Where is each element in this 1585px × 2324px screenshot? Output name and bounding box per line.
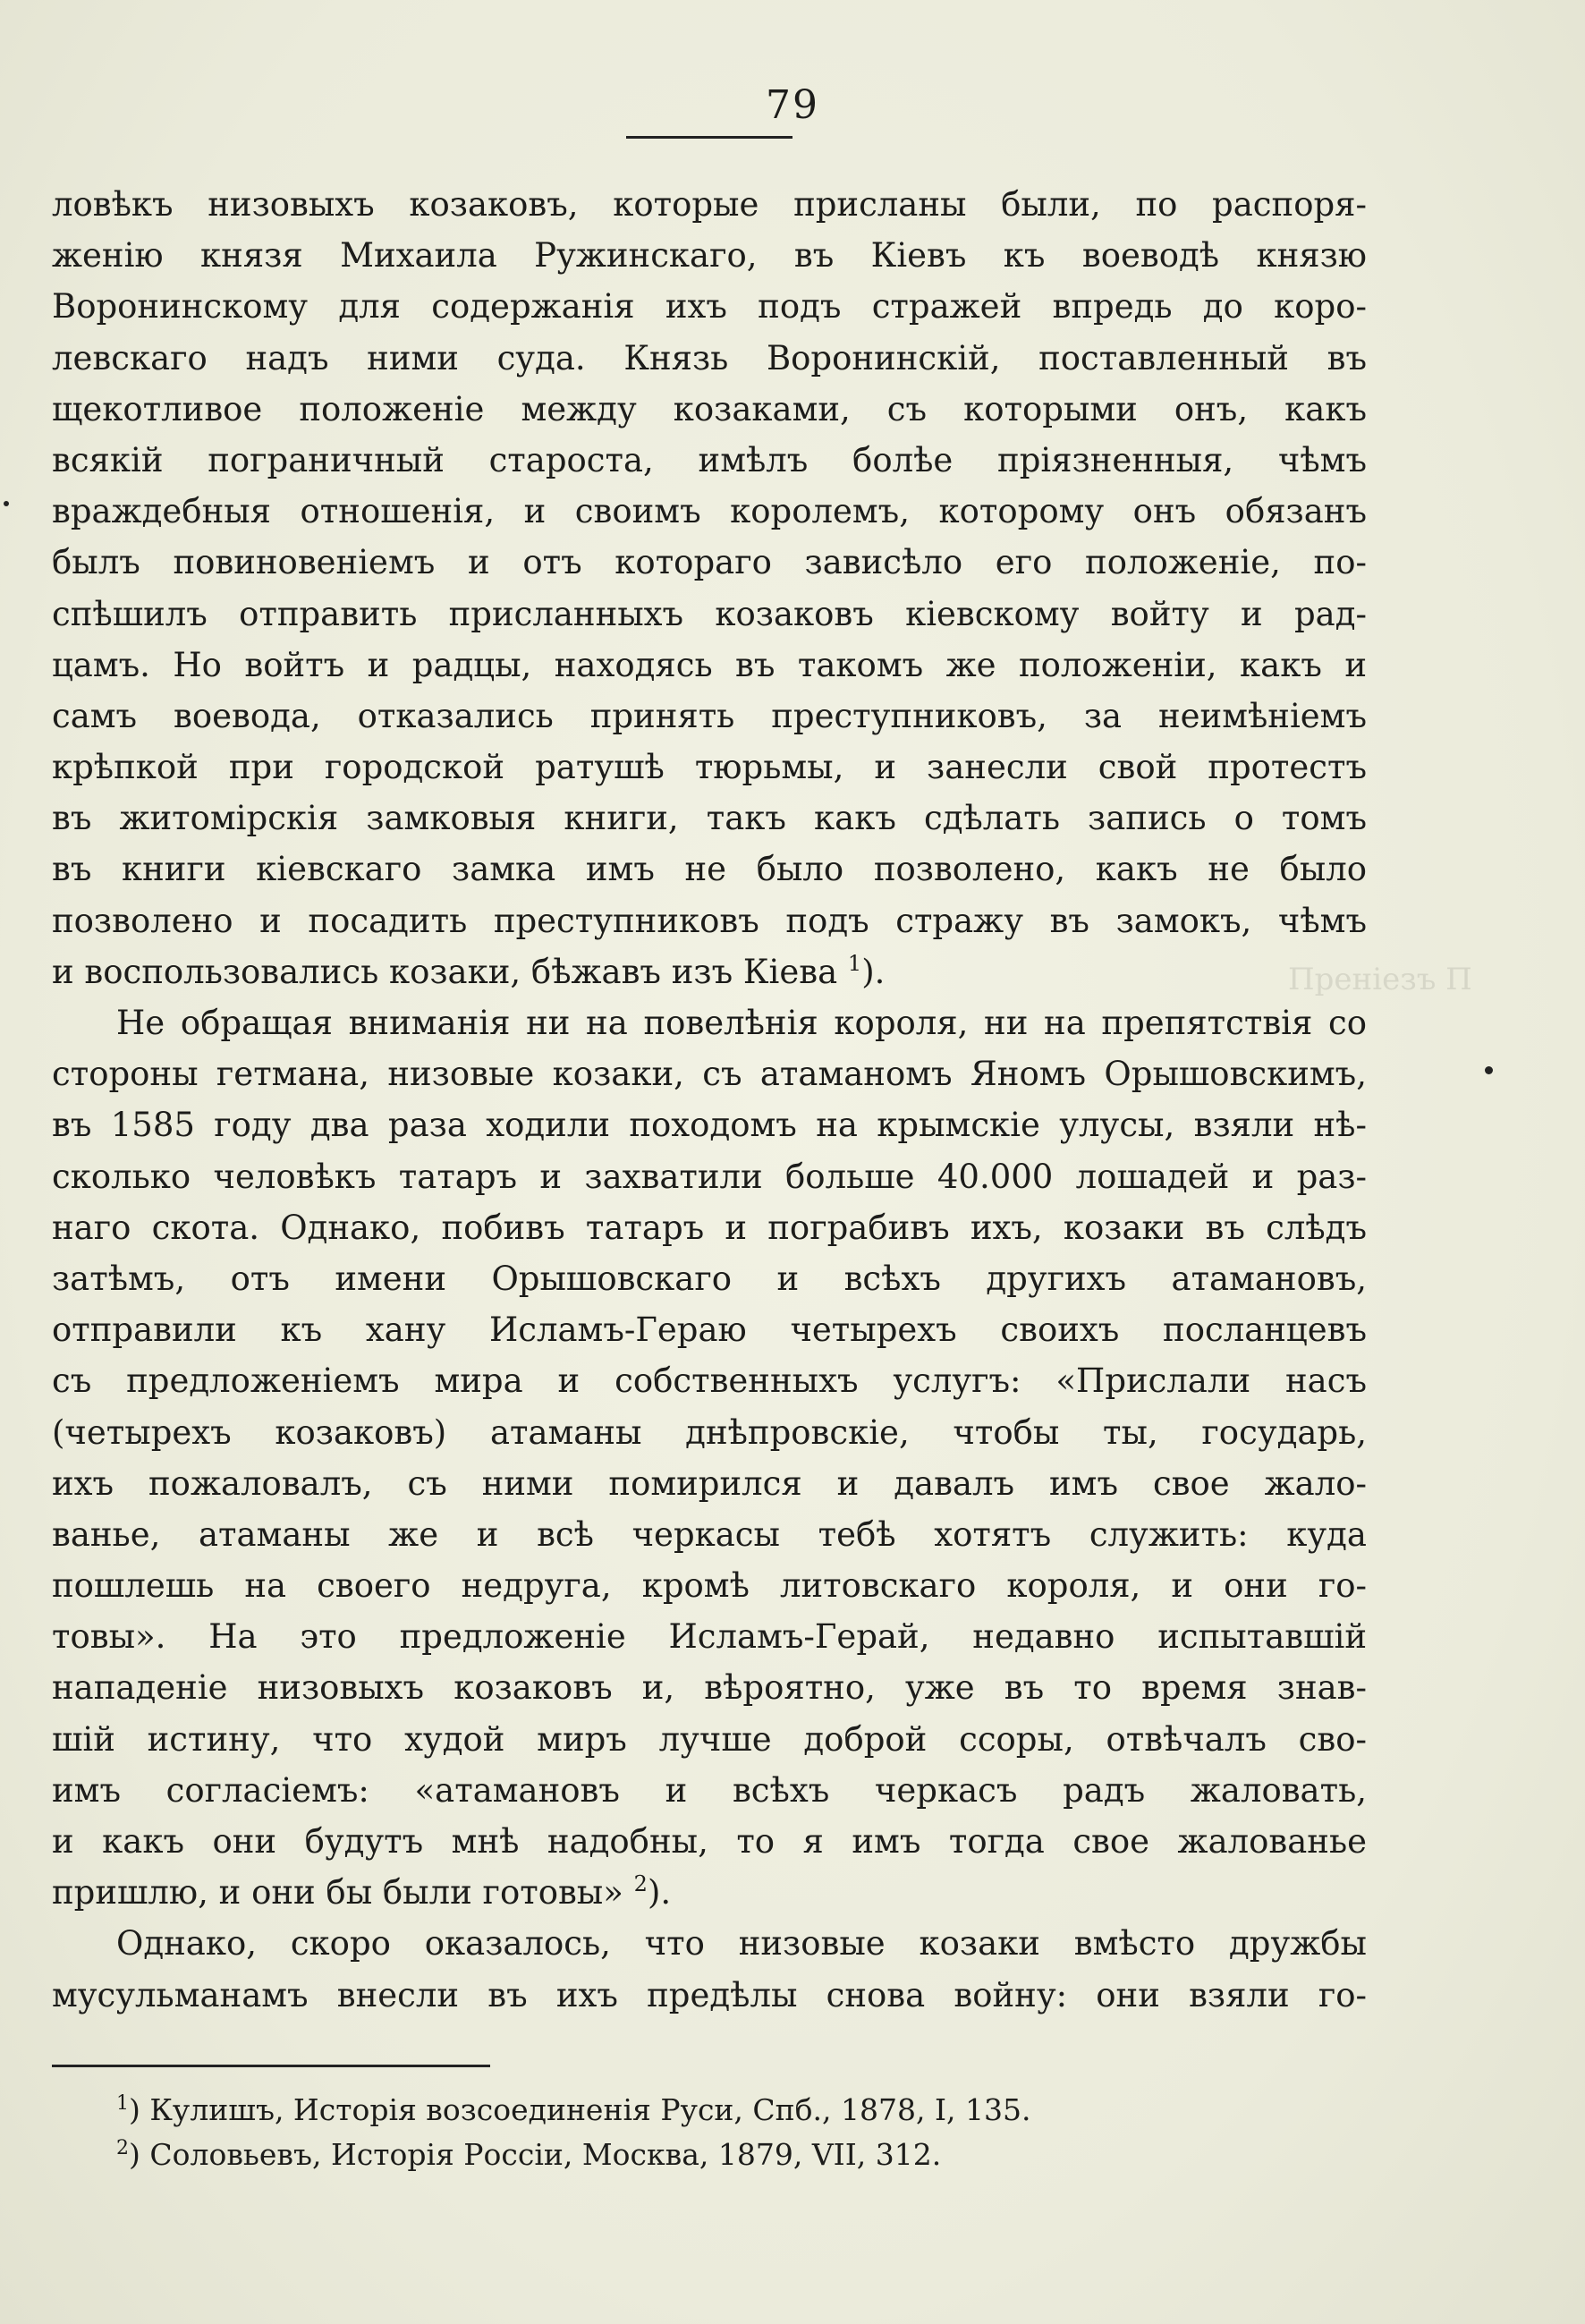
text-line-content: и воспользовались козаки, бѣжавъ изъ Кіева bbox=[52, 952, 838, 991]
line-tail: ). bbox=[861, 952, 886, 991]
text-line: товы». На это предложеніе Исламъ-Герай, недавно испытавшій bbox=[52, 1617, 1367, 1657]
paragraph-3 bbox=[52, 1918, 1367, 2020]
text-line: былъ повиновеніемъ и отъ котораго зависѣло его положеніе, по- bbox=[52, 543, 1367, 582]
text-line: позволено и посадить преступниковъ подъ стражу въ замокъ, чѣмъ bbox=[52, 901, 1367, 940]
text-line: ванье, атаманы же и всѣ черкасы тебѣ хотятъ служить: куда bbox=[52, 1514, 1367, 1554]
text-line: Однако, скоро оказалось, что низовые козаки вмѣсто дружбы bbox=[116, 1924, 1367, 1964]
ink-speck bbox=[4, 501, 9, 506]
page-header bbox=[0, 81, 1585, 131]
page-number: 79 bbox=[766, 82, 819, 128]
text-line: отправили къ хану Исламъ-Гераю четырехъ своихъ посланцевъ bbox=[52, 1310, 1367, 1350]
paragraph-1 bbox=[52, 179, 1367, 997]
text-line: левскаго надъ ними суда. Князь Воронинскій, поставленный въ bbox=[52, 338, 1367, 377]
text-line: сколько человѣкъ татаръ и захватили больше 40.000 лошадей и раз- bbox=[52, 1157, 1367, 1196]
footnote-1 bbox=[116, 2088, 1190, 2133]
text-line: въ книги кіевскаго замка имъ не было позволено, какъ не было bbox=[52, 850, 1367, 889]
text-line: имъ согласіемъ: «атамановъ и всѣхъ черкасъ радъ жаловать, bbox=[52, 1770, 1367, 1810]
text-line-content: пришлю, и они бы были готовы» bbox=[52, 1873, 623, 1913]
text-line: самъ воевода, отказались принять преступниковъ, за неимѣніемъ bbox=[52, 696, 1367, 735]
text-line: стороны гетмана, низовые козаки, съ атаманомъ Яномъ Орышовскимъ, bbox=[52, 1055, 1367, 1094]
footnote-rule bbox=[52, 2065, 490, 2067]
text-line: спѣшилъ отправить присланныхъ козаковъ кіевскому войту и рад- bbox=[52, 594, 1367, 633]
text-line: враждебныя отношенія, и своимъ королемъ, которому онъ обязанъ bbox=[52, 492, 1367, 531]
text-line: въ 1585 году два раза ходили походомъ на крымскіе улусы, взяли нѣ- bbox=[52, 1106, 1367, 1145]
footnote-2 bbox=[116, 2133, 1190, 2177]
footnotes bbox=[116, 2088, 1190, 2177]
text-line: всякій пограничный староста, имѣлъ болѣе пріязненныя, чѣмъ bbox=[52, 440, 1367, 479]
text-line: съ предложеніемъ мира и собственныхъ услугъ: «Прислали насъ bbox=[52, 1361, 1367, 1401]
body-text bbox=[52, 179, 1367, 2021]
text-line: затѣмъ, отъ имени Орышовскаго и всѣхъ другихъ атамановъ, bbox=[52, 1259, 1367, 1298]
footnote-ref-2[interactable]: 2 bbox=[633, 1871, 648, 1897]
show-through-text: Преніезъ П bbox=[1288, 962, 1472, 997]
ink-speck bbox=[1485, 1066, 1493, 1074]
text-line: ловѣкъ низовыхъ козаковъ, которые присланы были, по распоря- bbox=[52, 185, 1367, 224]
text-line: женію князя Михаила Ружинскаго, въ Кіевъ къ воеводѣ князю bbox=[52, 236, 1367, 276]
footnote-text: ) Соловьевъ, Исторія Россіи, Москва, 1879, VII, 312. bbox=[129, 2137, 942, 2172]
text-line: цамъ. Но войтъ и радцы, находясь въ такомъ же положеніи, какъ и bbox=[52, 645, 1367, 684]
footnote-ref-1[interactable]: 1 bbox=[847, 950, 862, 976]
text-line: щекотливое положеніе между козаками, съ которыми онъ, какъ bbox=[52, 389, 1367, 428]
footnote-mark: 1 bbox=[116, 2092, 129, 2115]
footnote-text: ) Кулишъ, Исторія возсоединенія Руси, Спб., 1878, I, 135. bbox=[129, 2092, 1031, 2127]
paragraph-2 bbox=[52, 997, 1367, 1918]
text-line: и какъ они будутъ мнѣ надобны, то я имъ тогда свое жалованье bbox=[52, 1822, 1367, 1861]
text-line: наго скота. Однако, побивъ татаръ и пограбивъ ихъ, козаки въ слѣдъ bbox=[52, 1208, 1367, 1247]
footnote-mark: 2 bbox=[116, 2137, 129, 2159]
text-line: нападеніе низовыхъ козаковъ и, вѣроятно, уже въ то время знав- bbox=[52, 1668, 1367, 1708]
text-line: (четырехъ козаковъ) атаманы днѣпровскіе, чтобы ты, государь, bbox=[52, 1412, 1367, 1452]
text-line-with-footnote-ref bbox=[52, 1867, 1367, 1918]
header-rule bbox=[626, 136, 792, 139]
text-line: въ житомірскія замковыя книги, такъ какъ сдѣлать запись о томъ bbox=[52, 799, 1367, 838]
text-line: крѣпкой при городской ратушѣ тюрьмы, и занесли свой протестъ bbox=[52, 748, 1367, 787]
line-tail: ). bbox=[647, 1873, 672, 1913]
text-line: Не обращая вниманія ни на повелѣнія короля, ни на препятствія со bbox=[116, 1004, 1367, 1042]
text-line: пошлешь на своего недруга, кромѣ литовскаго короля, и они го- bbox=[52, 1566, 1367, 1606]
text-line-with-footnote-ref bbox=[52, 946, 1367, 997]
text-line: Воронинскому для содержанія ихъ подъ стражей впредь до коро- bbox=[52, 287, 1367, 327]
text-line: мусульманамъ внесли въ ихъ предѣлы снова войну: они взяли го- bbox=[52, 1975, 1367, 2014]
text-line: ихъ пожаловалъ, съ ними помирился и давалъ имъ свое жало- bbox=[52, 1463, 1367, 1503]
text-line: шій истину, что худой миръ лучше доброй ссоры, отвѣчалъ сво- bbox=[52, 1719, 1367, 1759]
